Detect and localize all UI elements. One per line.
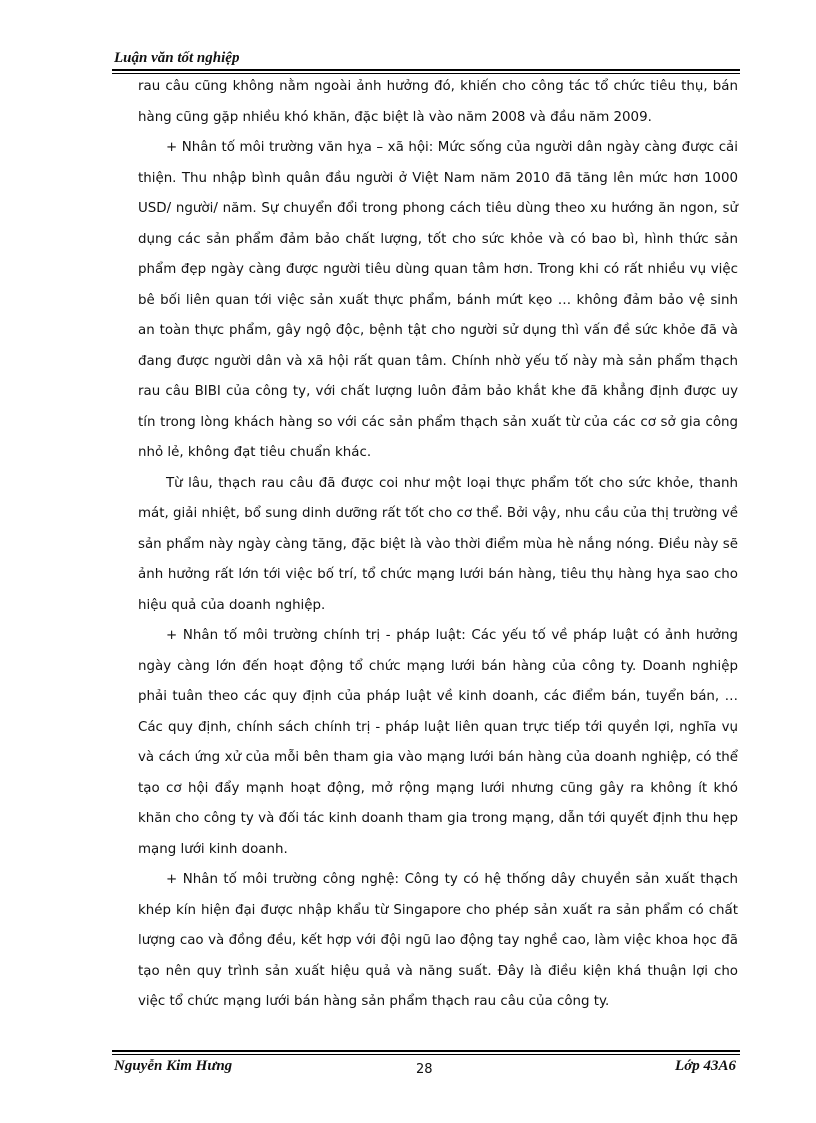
footer-rule-thin xyxy=(112,1054,740,1055)
paragraph-political-legal-factor: + Nhân tố môi trường chính trị - pháp luật: Các yếu tố về pháp luật có ảnh hưởng ngày càng lớn đến hoạt động tổ chức mạng lưới bán hàng của công ty. Doanh nghiệp phải tuân theo các quy định của pháp luật về kinh doanh, các điểm bán, tuyển bán, … Các quy định, chính sách chính trị - pháp luật liên quan trực tiếp tới quyền lợi, nghĩa vụ và cách ứng xử của mỗi bên tham gia vào mạng lưới bán hàng của doanh nghiệp, có thể tạo cơ hội đẩy mạnh hoạt động, mở rộng mạng lưới nhưng cũng gây ra không ít khó khăn cho công ty và đối tác kinh doanh tham gia trong mạng, dẫn tới quyết định thu hẹp mạng lưới kinh doanh. xyxy=(138,628,738,857)
footer-rule xyxy=(112,1050,740,1052)
page-footer xyxy=(112,1050,740,1090)
footer-author: Nguyễn Kim Hưng xyxy=(114,1058,233,1074)
document-body xyxy=(138,72,738,1018)
paragraph-continuation: rau câu cũng không nằm ngoài ảnh hưởng đó, khiến cho công tác tổ chức tiêu thụ, bán hàng cũng gặp nhiều khó khăn, đặc biệt là vào năm 2008 và đầu năm 2009. xyxy=(138,79,738,125)
paragraph-technology-factor: + Nhân tố môi trường công nghệ: Công ty có hệ thống dây chuyền sản xuất thạch khép kín hiện đại được nhập khẩu từ Singapore cho phép sản xuất ra sản phẩm có chất lượng cao và đồng đều, kết hợp với đội ngũ lao động tay nghề cao, làm việc khoa học đã tạo nên quy trình sản xuất hiệu quả và năng suất. Đây là điều kiện khá thuận lợi cho việc tổ chức mạng lưới bán hàng sản phẩm thạch rau câu của công ty. xyxy=(138,872,738,1009)
header-title: Luận văn tốt nghiệp xyxy=(114,50,240,66)
paragraph-market-demand: Từ lâu, thạch rau câu đã được coi như một loại thực phẩm tốt cho sức khỏe, thanh mát, giải nhiệt, bổ sung dinh dưỡng rất tốt cho cơ thể. Bởi vậy, nhu cầu của thị trường về sản phẩm này ngày càng tăng, đặc biệt là vào thời điểm mùa hè nắng nóng. Điều này sẽ ảnh hưởng rất lớn tới việc bố trí, tổ chức mạng lưới bán hàng, tiêu thụ hàng hỵa sao cho hiệu quả của doanh nghiệp. xyxy=(138,475,738,613)
footer-class-label: Lớp 43A6 xyxy=(675,1058,736,1074)
page-number: 28 xyxy=(416,1062,433,1077)
header-rule xyxy=(112,69,740,71)
paragraph-cultural-social-factor: + Nhân tố môi trường văn hỵa – xã hội: Mức sống của người dân ngày càng được cải thiện. Thu nhập bình quân đầu người ở Việt Nam năm 2010 đã tăng lên mức hơn 1000 USD/ người/ năm. Sự chuyển đổi trong phong cách tiêu dùng theo xu hướng ăn ngon, sử dụng các sản phẩm đảm bảo chất lượng, tốt cho sức khỏe và có bao bì, hình thức sản phẩm đẹp ngày càng được người tiêu dùng quan tâm hơn. Trong khi có rất nhiều vụ việc bê bối liên quan tới việc sản xuất thực phẩm, bánh mứt kẹo … không đảm bảo vệ sinh an toàn thực phẩm, gây ngộ độc, bệnh tật cho người sử dụng thì vấn đề sức khỏe đã và đang được người dân và xã hội rất quan tâm. Chính nhờ yếu tố này mà sản phẩm thạch rau câu BIBI của công ty, với chất lượng luôn đảm bảo khắt khe đã khẳng định được uy tín trong lòng khách hàng so với các sản phẩm thạch sản xuất từ của các cơ sở gia công nhỏ lẻ, không đạt tiêu chuẩn khác. xyxy=(138,140,738,460)
page-header xyxy=(112,48,740,68)
